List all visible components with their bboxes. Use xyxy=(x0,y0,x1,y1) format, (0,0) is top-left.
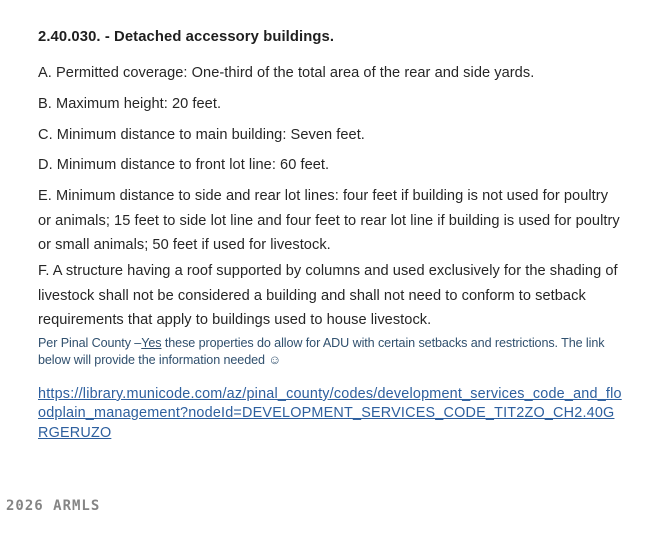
agent-note-prefix: Per Pinal County – xyxy=(38,335,142,350)
code-paragraph-b: B. Maximum height: 20 feet. xyxy=(38,95,222,112)
agent-note xyxy=(38,335,623,370)
code-paragraph-a: A. Permitted coverage: One-third of the total area of the rear and side yards. xyxy=(38,65,535,81)
code-paragraph-c: C. Minimum distance to main building: Seven feet. xyxy=(38,126,365,143)
armls-watermark: 2026 ARMLS xyxy=(6,498,101,514)
code-paragraph-e: E. Minimum distance to side and rear lot lines: four feet if building is not used for poultry or animals; 15 feet to side lot line and four feet to rear lot line if building is used for poultry or small animals; 50 feet if used for livestock. xyxy=(38,188,620,253)
agent-note-underlined-yes: Yes xyxy=(141,335,162,350)
municode-url-link[interactable]: https://library.municode.com/az/pinal_county/codes/development_services_code_and_floodplain_management?nodeId=DEVELOPMENT_SERVICES_CODE_TIT2ZO_CH2.40GRGERUZO xyxy=(38,385,622,441)
code-paragraph-f: F. A structure having a roof supported by columns and used exclusively for the shading of livestock shall not be considered a building and shall not need to conform to setback requirements that apply to buildings used to house livestock. xyxy=(38,263,618,329)
document-page xyxy=(38,27,623,443)
code-paragraph-d: D. Minimum distance to front lot line: 60 feet. xyxy=(38,157,330,174)
code-section-title: 2.40.030. - Detached accessory buildings. xyxy=(38,29,335,45)
agent-note-suffix: these properties do allow for ADU with certain setbacks and restrictions. The link below will provide the information needed ☺ xyxy=(38,335,605,368)
